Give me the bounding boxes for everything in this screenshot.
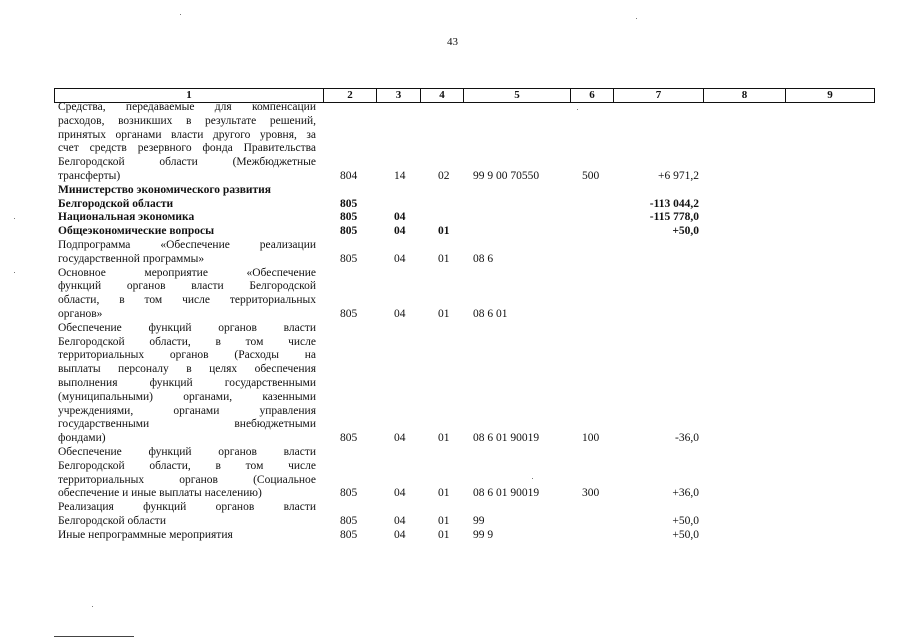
row-description bbox=[58, 529, 316, 543]
cell-subsection: 01 bbox=[438, 514, 450, 527]
row-description-line: органов» bbox=[58, 307, 103, 320]
cell-ministry-code: 805 bbox=[340, 307, 358, 320]
scan-speck bbox=[636, 18, 637, 19]
cell-amount: -113 044,2 bbox=[649, 197, 699, 210]
row-description-line: области, в том числе территориальных bbox=[58, 294, 316, 307]
cell-expense-type: 500 bbox=[582, 170, 600, 182]
row-description-line: функций органов власти Белгородской bbox=[58, 280, 316, 293]
row-description-line: Министерство экономического развития bbox=[58, 183, 272, 196]
cell-ministry-code: 805 bbox=[340, 211, 358, 224]
scan-speck bbox=[14, 272, 15, 273]
row-description-line: фондами) bbox=[58, 432, 106, 445]
cell-section: 04 bbox=[394, 487, 406, 500]
row-description-line: Реализация функций органов власти bbox=[58, 501, 316, 514]
cell-amount: +50,0 bbox=[672, 225, 699, 238]
cell-amount: +36,0 bbox=[672, 487, 699, 500]
row-description bbox=[58, 267, 316, 322]
cell-target-article: 99 bbox=[473, 514, 485, 527]
cell-target-article: 99 9 bbox=[473, 528, 494, 541]
cell-ministry-code: 805 bbox=[340, 225, 358, 238]
cell-section: 14 bbox=[394, 170, 406, 182]
cell-subsection: 01 bbox=[438, 252, 450, 265]
cell-amount: +50,0 bbox=[672, 514, 699, 527]
cell-subsection: 01 bbox=[438, 225, 450, 238]
row-description-line: территориальных органов (Социальное bbox=[58, 473, 316, 486]
row-description-line: Обеспечение функций органов власти bbox=[58, 446, 316, 458]
cell-section: 04 bbox=[394, 514, 406, 527]
cell-subsection: 01 bbox=[438, 432, 450, 445]
cell-amount: -115 778,0 bbox=[649, 211, 699, 224]
column-header-7: 7 bbox=[614, 89, 704, 103]
row-description bbox=[58, 101, 316, 184]
cell-section: 04 bbox=[394, 252, 406, 265]
column-header-2: 2 bbox=[324, 89, 377, 103]
scan-speck bbox=[14, 218, 15, 219]
row-description-line: Средства, передаваемые для компенсации bbox=[58, 101, 316, 113]
cell-ministry-code: 805 bbox=[340, 432, 358, 445]
row-description-line: Подпрограмма «Обеспечение реализации bbox=[58, 239, 316, 251]
cell-target-article: 08 6 01 bbox=[473, 307, 508, 320]
cell-ministry-code: 804 bbox=[340, 170, 358, 182]
column-header-6: 6 bbox=[571, 89, 614, 103]
row-description-line: Белгородской области bbox=[58, 514, 166, 527]
row-description bbox=[58, 211, 316, 225]
scan-speck bbox=[532, 478, 533, 479]
cell-expense-type: 300 bbox=[582, 487, 600, 500]
scan-speck bbox=[92, 606, 93, 607]
cell-target-article: 08 6 01 90019 bbox=[473, 432, 540, 445]
cell-ministry-code: 805 bbox=[340, 487, 358, 500]
column-header-9: 9 bbox=[786, 89, 875, 103]
row-description-line: (муниципальными) органами, казенными bbox=[58, 390, 316, 403]
footnote-rule bbox=[54, 636, 134, 637]
row-description-line: Белгородской области, в том числе bbox=[58, 459, 316, 472]
row-description bbox=[58, 198, 316, 212]
row-description-line: Общеэкономические вопросы bbox=[58, 225, 215, 238]
cell-subsection: 02 bbox=[438, 170, 450, 182]
cell-amount: +50,0 bbox=[672, 528, 699, 541]
cell-ministry-code: 805 bbox=[340, 514, 358, 527]
cell-ministry-code: 805 bbox=[340, 528, 358, 541]
row-description bbox=[58, 322, 316, 446]
cell-ministry-code: 805 bbox=[340, 252, 358, 265]
row-description-line: счет средств резервного фонда Правительства bbox=[58, 142, 316, 155]
cell-subsection: 01 bbox=[438, 307, 450, 320]
row-description-line: Обеспечение функций органов власти bbox=[58, 321, 316, 334]
row-description-line: выплаты персоналу в целях обеспечения bbox=[58, 363, 316, 376]
row-description-line: Белгородской области, в том числе bbox=[58, 335, 316, 348]
row-description-line: государственными внебюджетными bbox=[58, 418, 316, 431]
cell-ministry-code: 805 bbox=[340, 197, 358, 210]
row-description-line: учреждениями, органами управления bbox=[58, 404, 316, 417]
row-description-line: территориальных органов (Расходы на bbox=[58, 349, 316, 362]
column-header-1: 1 bbox=[55, 89, 324, 103]
cell-target-article: 08 6 01 90019 bbox=[473, 487, 540, 500]
column-header-4: 4 bbox=[421, 89, 464, 103]
row-description-line: принятых органами власти другого уровня, за bbox=[58, 128, 316, 141]
cell-amount: -36,0 bbox=[675, 432, 699, 445]
column-header-3: 3 bbox=[377, 89, 421, 103]
scan-speck bbox=[180, 14, 181, 15]
row-description-line: расходов, возникших в результате решений, bbox=[58, 114, 316, 127]
cell-section: 04 bbox=[394, 307, 406, 320]
page-number: 43 bbox=[447, 36, 458, 48]
cell-amount: +6 971,2 bbox=[658, 170, 699, 182]
row-description bbox=[58, 239, 316, 267]
column-header-8: 8 bbox=[704, 89, 786, 103]
row-description-line: трансферты) bbox=[58, 169, 121, 182]
row-description bbox=[58, 225, 316, 239]
row-description bbox=[58, 501, 316, 529]
row-description bbox=[58, 446, 316, 501]
scan-speck bbox=[577, 109, 578, 110]
row-description-line: Белгородской области bbox=[58, 197, 174, 210]
row-description-line: обеспечение и иные выплаты населению) bbox=[58, 487, 262, 500]
cell-section: 04 bbox=[394, 528, 406, 541]
row-description-line: Основное мероприятие «Обеспечение bbox=[58, 266, 316, 279]
cell-target-article: 99 9 00 70550 bbox=[473, 170, 540, 182]
cell-target-article: 08 6 bbox=[473, 252, 494, 265]
row-description-line: Белгородской области (Межбюджетные bbox=[58, 156, 316, 169]
cell-subsection: 01 bbox=[438, 528, 450, 541]
row-description bbox=[58, 184, 316, 198]
row-description-line: государственной программы» bbox=[58, 252, 205, 265]
row-description-line: Иные непрограммные мероприятия bbox=[58, 528, 233, 541]
cell-expense-type: 100 bbox=[582, 432, 600, 445]
cell-section: 04 bbox=[394, 432, 406, 445]
cell-section: 04 bbox=[394, 211, 406, 224]
row-description-line: Национальная экономика bbox=[58, 211, 195, 224]
row-description-line: выполнения функций государственными bbox=[58, 376, 316, 389]
cell-section: 04 bbox=[394, 225, 406, 238]
cell-subsection: 01 bbox=[438, 487, 450, 500]
column-header-5: 5 bbox=[464, 89, 571, 103]
